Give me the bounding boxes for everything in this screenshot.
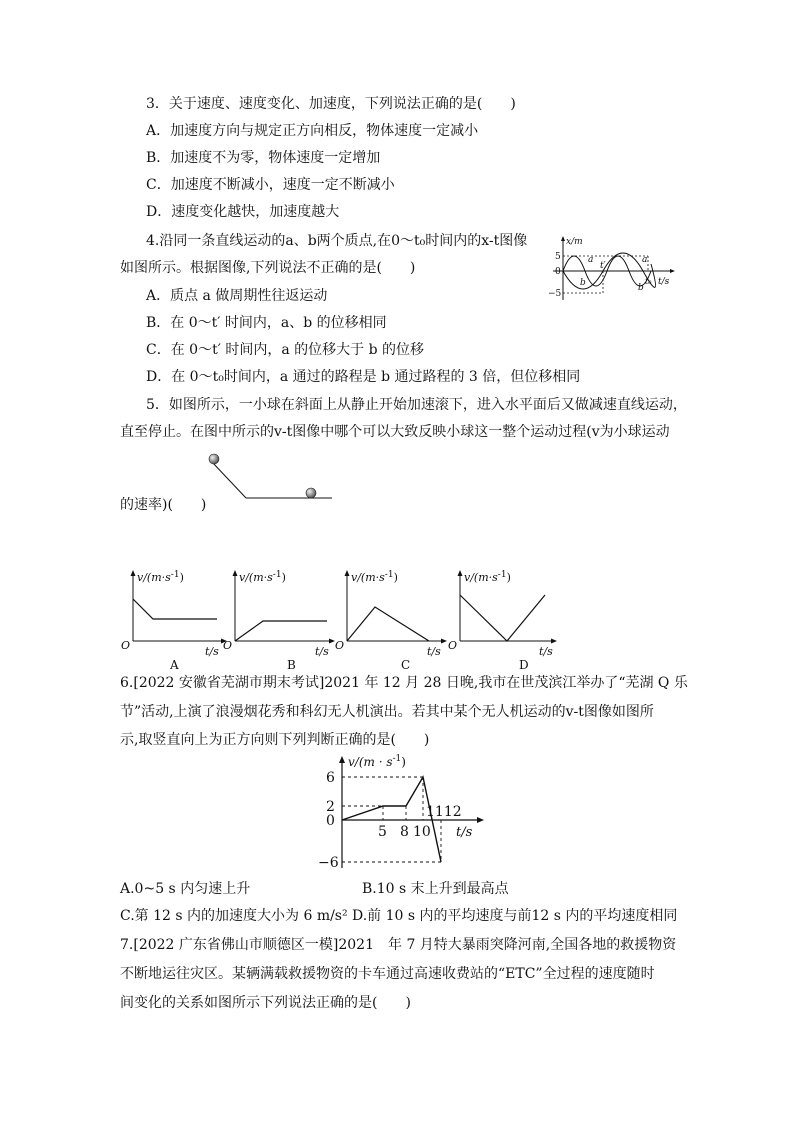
svg-text:v/(m·s-1) xyxy=(351,570,398,584)
q4-label-b1: b xyxy=(580,278,586,288)
q5d-ylabel-end: ) xyxy=(506,571,511,584)
q6-stem-line1: 6.[2022 安徽省芜湖市期末考试]2021 年 12 月 28 日晚,我市在世茂滨江举办了“芜湖 Q 乐 xyxy=(120,675,688,691)
svg-text:v/(m·s-1) xyxy=(464,570,511,584)
q5-option-c-label: C xyxy=(401,658,411,672)
svg-text:v/(m · s-1) xyxy=(348,754,406,769)
q5-stem-line2: 直至停止。在图中所示的v-t图像中哪个可以大致反映小球这一整个运动过程(v为小球运动 xyxy=(120,424,670,440)
q5-stem-line1: 5．如图所示，一小球在斜面上从静止开始加速滚下，进入水平面后又做减速直线运动， xyxy=(146,397,687,413)
q5c-ylabel-sup: -1 xyxy=(384,570,394,580)
q4-y-zero: 0 xyxy=(555,267,561,277)
q4-y-neg: −5 xyxy=(548,289,562,299)
q4-t-prime: t′ xyxy=(600,261,606,271)
ball-top xyxy=(209,454,219,464)
q6-stem-line3: 示,取竖直向上为正方向则下列判断正确的是( ) xyxy=(120,732,430,748)
q4-label-a2: a xyxy=(642,255,648,265)
svg-text:v/(m·s-1) xyxy=(137,570,184,584)
q6-y6: 6 xyxy=(326,770,335,786)
q5d-ylabel: v/(m·s xyxy=(464,571,498,584)
q5b-xlabel: t/s xyxy=(315,645,329,658)
q4-label-b2: b xyxy=(638,283,644,293)
q3-option-b: B．加速度不为零，物体速度一定增加 xyxy=(146,150,381,166)
q3-option-a: A．加速度方向与规定正方向相反，物体速度一定减小 xyxy=(146,123,479,139)
q4-option-b: B．在 0～t′ 时间内，a、b 的位移相同 xyxy=(146,315,387,331)
q6-yneg6: −6 xyxy=(318,855,339,871)
q3-option-c: C．加速度不断减小，速度一定不断减小 xyxy=(146,177,395,193)
q5-graph-c xyxy=(335,570,447,672)
q5-graph-a xyxy=(121,570,227,672)
q5-option-d-label: D xyxy=(519,658,529,672)
q6-x5: 5 xyxy=(378,824,387,840)
q4-option-c: C．在 0～t′ 时间内，a 的位移大于 b 的位移 xyxy=(146,342,424,358)
q5a-ylabel: v/(m·s xyxy=(137,571,171,584)
q5a-xlabel: t/s xyxy=(205,645,219,658)
q5d-origin: O xyxy=(448,639,458,652)
q6-vt-graph xyxy=(318,752,488,872)
q5a-ylabel-sup: -1 xyxy=(170,570,180,580)
q5c-origin: O xyxy=(335,639,345,652)
q4-stem-line1: 4.沿同一条直线运动的a、b两个质点,在0～t₀时间内的x-t图像 xyxy=(146,233,528,249)
q5a-origin: O xyxy=(121,639,131,652)
q5b-ylabel-sup: -1 xyxy=(272,570,282,580)
ball-bottom xyxy=(306,488,316,498)
q7-stem-line1: 7.[2022 广东省佛山市顺德区一模]2021 年 7 月特大暴雨突降河南,全国各地的救援物资 xyxy=(120,937,677,953)
q7-stem-line2: 不断地运往灾区。某辆满载救援物资的卡车通过高速收费站的“ETC”全过程的速度随时 xyxy=(120,966,655,982)
q5c-ylabel: v/(m·s xyxy=(351,571,385,584)
q5b-origin: O xyxy=(223,639,233,652)
q6-xlabel: t/s xyxy=(456,825,473,840)
q5-graph-b xyxy=(223,570,335,672)
q6-x8: 8 xyxy=(400,824,409,840)
q7-stem-line3: 间变化的关系如图所示下列说法正确的是( ) xyxy=(120,995,411,1011)
q4-option-a: A．质点 a 做周期性往返运动 xyxy=(146,288,328,304)
q4-stem-line2: 如图所示。根据图像,下列说法不正确的是( ) xyxy=(120,260,416,276)
q3-stem: 3．关于速度、速度变化、加速度，下列说法正确的是( ) xyxy=(146,96,516,112)
q5d-ylabel-sup: -1 xyxy=(497,570,507,580)
q4-ylabel: x/m xyxy=(566,237,583,247)
q5-option-graphs xyxy=(115,565,565,675)
q5d-xlabel: t/s xyxy=(539,645,553,658)
svg-text:v/(m·s-1) xyxy=(239,570,286,584)
q6-x10: 10 xyxy=(413,824,431,840)
q6-option-a: A.0~5 s 内匀速上升 xyxy=(120,881,251,897)
q6-ylabel-end: ) xyxy=(401,755,406,769)
q6-y2: 2 xyxy=(326,799,335,815)
q6-option-c: C.第 12 s 内的加速度大小为 6 m/s² xyxy=(120,908,348,924)
q3-option-d: D．速度变化越快，加速度越大 xyxy=(146,204,340,220)
q6-ylabel-sup: -1 xyxy=(392,754,402,764)
q6-ylabel: v/(m · s xyxy=(348,755,393,769)
q5a-ylabel-end: ) xyxy=(179,571,184,584)
q4-label-a1: a xyxy=(588,255,594,265)
q5b-ylabel: v/(m·s xyxy=(239,571,273,584)
incline-figure xyxy=(200,450,340,506)
q6-option-b: B.10 s 末上升到最高点 xyxy=(362,881,509,897)
q5-graph-d xyxy=(448,570,557,672)
q6-y0: 0 xyxy=(326,813,335,829)
q5-option-a-label: A xyxy=(170,658,179,672)
q4-y-pos: 5 xyxy=(555,252,561,262)
q4-t-zero: t₀ xyxy=(645,277,652,286)
q4-option-d: D．在 0～t₀时间内，a 通过的路程是 b 通过路程的 3 倍，但位移相同 xyxy=(146,369,581,385)
q4-xt-graph xyxy=(548,234,678,302)
q6-stem-line2: 节”活动,上演了浪漫烟花秀和科幻无人机演出。若其中某个无人机运动的v-t图像如图所 xyxy=(120,704,654,720)
q5c-xlabel: t/s xyxy=(427,645,441,658)
q5-stem-line3: 的速率)( ) xyxy=(120,497,207,513)
q6-x1112: 1112 xyxy=(426,804,462,820)
q6-option-d: D.前 10 s 内的平均速度与前12 s 内的平均速度相同 xyxy=(352,908,678,924)
q4-xlabel: t/s xyxy=(658,277,670,287)
q5-option-b-label: B xyxy=(287,658,296,672)
q5b-ylabel-end: ) xyxy=(281,571,286,584)
q5c-ylabel-end: ) xyxy=(393,571,398,584)
